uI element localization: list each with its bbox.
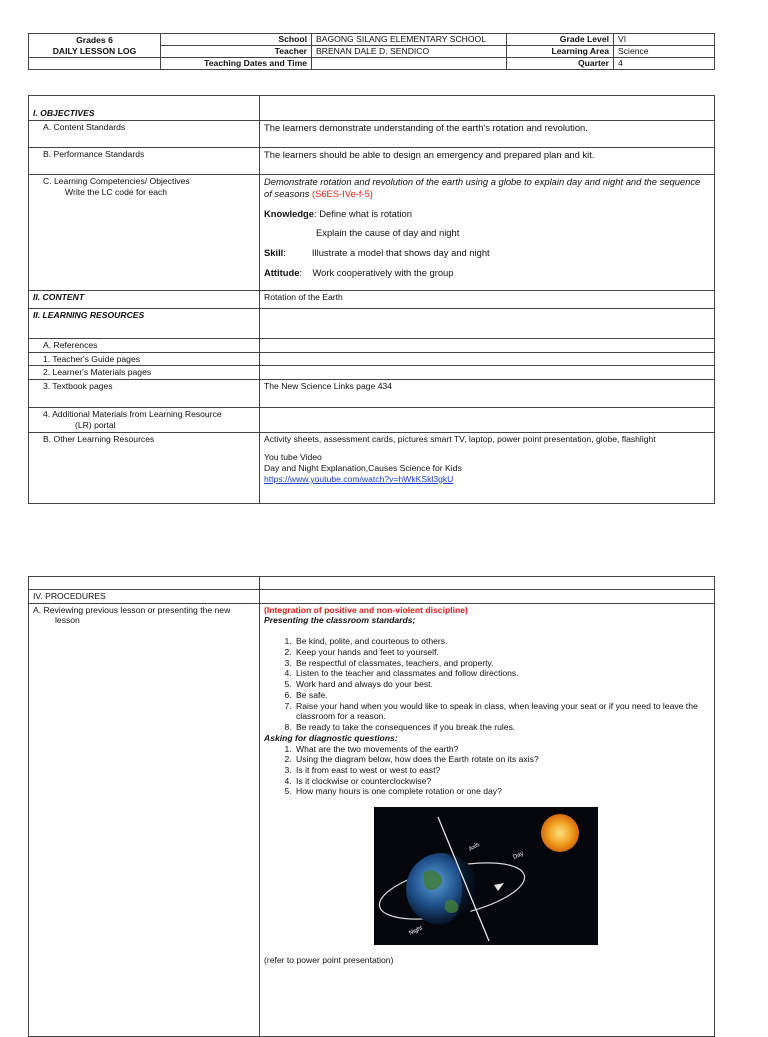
day-label: Day <box>512 851 525 862</box>
night-label: Night <box>408 925 424 938</box>
competencies-label-text: C. Learning Competencies/ Objectives <box>43 176 190 186</box>
other-resources-text: Activity sheets, assessment cards, pictures smart TV, laptop, power point presentation, globe, flashlight <box>264 433 656 444</box>
competencies-text <box>264 176 710 200</box>
school-label: School <box>161 34 312 46</box>
quarter-value: 4 <box>614 58 715 70</box>
additional-materials-value <box>260 408 715 432</box>
learning-area-value: Science <box>614 46 715 58</box>
list-item: 7. Raise your hand when you would like to speak in class, when leaving your seat or if you need to leave the classroom for a reason. <box>294 701 710 722</box>
references-label: A. References <box>29 339 260 353</box>
log-title-text: DAILY LESSON LOG <box>52 45 137 56</box>
additional-materials-label <box>29 408 260 432</box>
resources-heading-blank <box>260 309 715 339</box>
standards-heading: Presenting the classroom standards; <box>264 615 416 626</box>
grade-level-value: VI <box>614 34 715 46</box>
list-item: 5. Work hard and always do your best. <box>294 679 710 690</box>
procedure-a-label-text: A. Reviewing previous lesson or presenting the new <box>33 604 231 615</box>
list-item: 3. Is it from east to west or west to east? <box>294 765 710 776</box>
teacher-value: BRENAN DALE D. SENDICO <box>312 46 507 58</box>
teachers-guide-value <box>260 352 715 366</box>
resources-heading: II. LEARNING RESOURCES <box>29 309 260 339</box>
dates-value <box>312 58 507 70</box>
list-item: 2. Keep your hands and feet to yourself. <box>294 647 710 658</box>
performance-standards-label: B. Performance Standards <box>29 148 260 175</box>
knowledge-line-2: Explain the cause of day and night <box>316 227 460 239</box>
textbook-label: 3. Textbook pages <box>29 380 260 408</box>
header-blank-cell <box>29 58 161 70</box>
sun-icon <box>541 814 579 852</box>
competencies-label <box>29 175 260 291</box>
performance-standards-value: The learners should be able to design an emergency and prepared plan and kit. <box>260 148 715 175</box>
competencies-statement: Demonstrate rotation and revolution of the earth using a globe to explain day and night and the sequence of seasons <box>264 176 701 199</box>
learners-materials-value <box>260 366 715 380</box>
objectives-heading: I. OBJECTIVES <box>29 96 260 121</box>
attitude-label: Attitude <box>264 266 300 278</box>
procedure-a-label <box>29 603 260 1036</box>
objectives-heading-blank <box>260 96 715 121</box>
procedure-a-content <box>260 603 715 1036</box>
list-item: 5. How many hours is one complete rotation or one day? <box>294 786 710 797</box>
list-item: 4. Listen to the teacher and classmates and follow directions. <box>294 668 710 679</box>
teacher-label: Teacher <box>161 46 312 58</box>
refer-note: (refer to power point presentation) <box>264 955 394 966</box>
attitude-text: : Work cooperatively with the group <box>299 266 454 278</box>
log-title <box>29 34 161 58</box>
grade-title: Grades 6 <box>76 34 113 45</box>
grade-level-label: Grade Level <box>507 34 614 46</box>
teachers-guide-label: 1. Teacher's Guide pages <box>29 352 260 366</box>
content-heading: II. CONTENT <box>29 291 260 309</box>
learning-area-label: Learning Area <box>507 46 614 58</box>
classroom-standards-list <box>264 636 710 733</box>
list-item: 3. Be respectful of classmates, teachers, and property. <box>294 658 710 669</box>
list-item: 2. Using the diagram below, how does the Earth rotate on its axis? <box>294 754 710 765</box>
list-item: 1. What are the two movements of the earth? <box>294 744 710 755</box>
content-standards-value: The learners demonstrate understanding of the earth's rotation and revolution. <box>260 121 715 148</box>
competencies-value <box>260 175 715 291</box>
objectives-table <box>28 95 715 504</box>
learners-materials-label: 2. Learner's Materials pages <box>29 366 260 380</box>
attitude-line <box>264 267 710 279</box>
procedures-table <box>28 576 715 1037</box>
skill-line <box>264 247 710 259</box>
textbook-value: The New Science Links page 434 <box>260 380 715 408</box>
procedures-heading-blank <box>260 590 715 604</box>
knowledge-label: Knowledge <box>264 207 315 219</box>
procedures-top-right <box>260 577 715 590</box>
earth-rotation-diagram <box>374 807 598 945</box>
skill-label: Skill <box>264 247 284 258</box>
header-table <box>28 33 715 70</box>
video-link[interactable]: https://www.youtube.com/watch?v=hWkKSkl3gkU <box>264 473 454 484</box>
list-item: 6. Be safe. <box>294 690 710 701</box>
competencies-sub-text: Write the LC code for each <box>65 186 168 197</box>
knowledge-text: : Define what is rotation <box>314 207 412 219</box>
content-value: Rotation of the Earth <box>260 291 715 309</box>
school-value: BAGONG SILANG ELEMENTARY SCHOOL <box>312 34 507 46</box>
content-standards-label: A. Content Standards <box>29 121 260 148</box>
other-resources-value <box>260 432 715 503</box>
video-label: You tube Video <box>264 452 322 463</box>
procedure-a-label-text-2: lesson <box>55 615 80 626</box>
dates-label: Teaching Dates and Time <box>161 58 312 70</box>
procedures-heading: IV. PROCEDURES <box>29 590 260 604</box>
procedures-top-left <box>29 577 260 590</box>
integration-note: (Integration of positive and non-violent discipline) <box>264 604 468 615</box>
knowledge-line <box>264 208 710 220</box>
list-item: 8. Be ready to take the consequences if you break the rules. <box>294 722 710 733</box>
skill-text: : Illustrate a model that shows day and night <box>283 247 490 258</box>
quarter-label: Quarter <box>507 58 614 70</box>
diagnostic-heading: Asking for diagnostic questions: <box>264 732 398 743</box>
additional-materials-text: 4. Additional Materials from Learning Resource <box>43 409 222 420</box>
video-title: Day and Night Explanation,Causes Science for Kids <box>264 463 462 474</box>
references-value <box>260 339 715 353</box>
list-item: 1. Be kind, polite, and courteous to others. <box>294 636 710 647</box>
axis-label: Axis <box>468 842 481 853</box>
additional-materials-text-2: (LR) portal <box>75 419 116 430</box>
other-resources-label: B. Other Learning Resources <box>29 432 260 503</box>
lc-code: (S6ES-IVe-f-5) <box>311 187 373 199</box>
list-item: 4. Is it clockwise or counterclockwise? <box>294 776 710 787</box>
diagnostic-questions-list <box>264 744 710 798</box>
